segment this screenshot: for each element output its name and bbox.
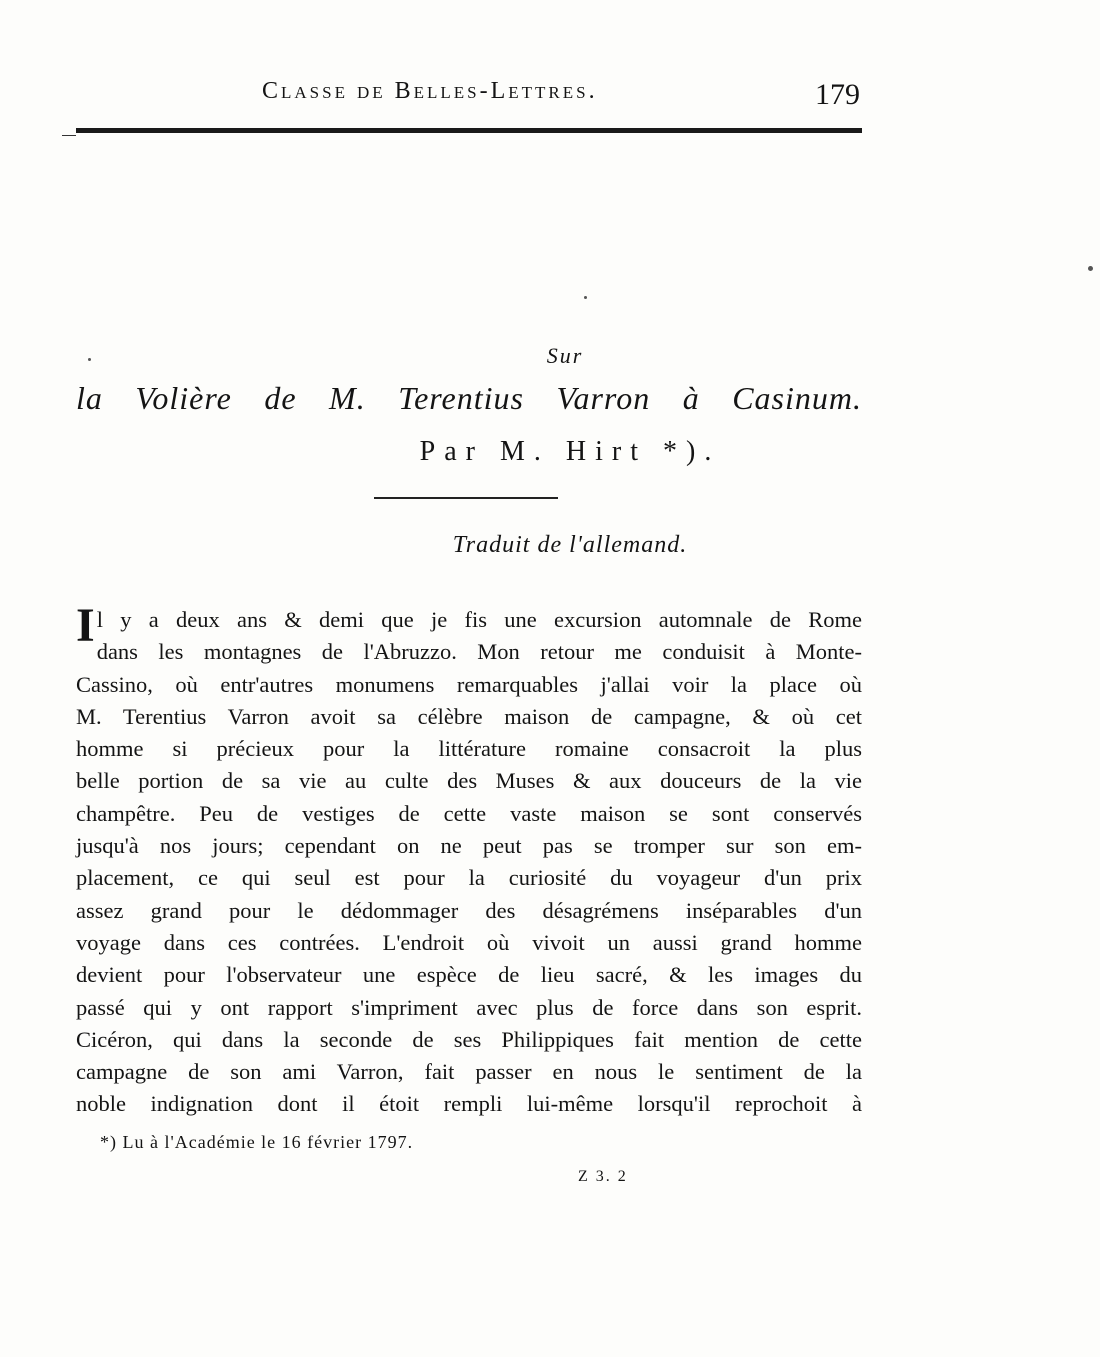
body-line: Cicéron, qui dans la seconde de ses Philippiques fait mention de cette [76, 1026, 862, 1052]
footnote: *) Lu à l'Académie le 16 février 1797. [100, 1132, 414, 1152]
scan-speck [1088, 266, 1093, 271]
body-line: jusqu'à nos jours; cependant on ne peut pas se tromper sur son em- [76, 833, 862, 859]
body-line: assez grand pour le dédommager des désagrémens inséparables d'un [76, 897, 862, 923]
body-line: homme si précieux pour la littérature romaine consacroit la plus [76, 736, 862, 762]
header-rule [76, 128, 862, 133]
body-line: dans les montagnes de l'Abruzzo. Mon retour me conduisit à Monte- [96, 639, 862, 665]
body-line: Cassino, où entr'autres monumens remarquables j'allai voir la place où [76, 671, 862, 697]
title-divider [374, 497, 558, 499]
title-sur: Sur [546, 343, 584, 368]
body-line: passé qui y ont rapport s'impriment avec plus de force dans son esprit. [76, 994, 862, 1020]
scan-speck [88, 358, 91, 361]
page-number: 179 [815, 78, 860, 111]
body-line: devient pour l'observateur une espèce de lieu sacré, & les images du [76, 962, 862, 988]
body-line: M. Terentius Varron avoit sa célèbre maison de campagne, & où cet [76, 703, 862, 729]
body-line: noble indignation dont il étoit rempli lui-même lorsqu'il reprochoit à [76, 1091, 862, 1117]
body-line: voyage dans ces contrées. L'endroit où vivoit un aussi grand homme [76, 929, 862, 955]
running-title: Classe de Belles-Lettres. [262, 78, 598, 104]
body-text [76, 599, 862, 1121]
translation-note: Traduit de l'allemand. [452, 532, 688, 558]
author-line: Par M. Hirt *). [419, 436, 721, 467]
body-line: l y a deux ans & demi que je fis une excursion automnale de Rome [96, 607, 862, 632]
body-line: belle portion de sa vie au culte des Muses & aux douceurs de la vie [76, 768, 862, 794]
article-title: la Volière de M. Terentius Varron à Casinum. [76, 380, 862, 416]
body-line: campagne de son ami Varron, fait passer en nous le sentiment de la [76, 1059, 862, 1085]
signature-mark: Z 3. 2 [578, 1168, 628, 1185]
header-rule-extension [62, 135, 76, 136]
body-line: champêtre. Peu de vestiges de cette vaste maison se sont conservés [76, 800, 862, 826]
body-line: placement, ce qui seul est pour la curiosité du voyageur d'un prix [76, 865, 862, 891]
scan-speck [584, 296, 587, 299]
drop-cap: I [76, 599, 95, 652]
